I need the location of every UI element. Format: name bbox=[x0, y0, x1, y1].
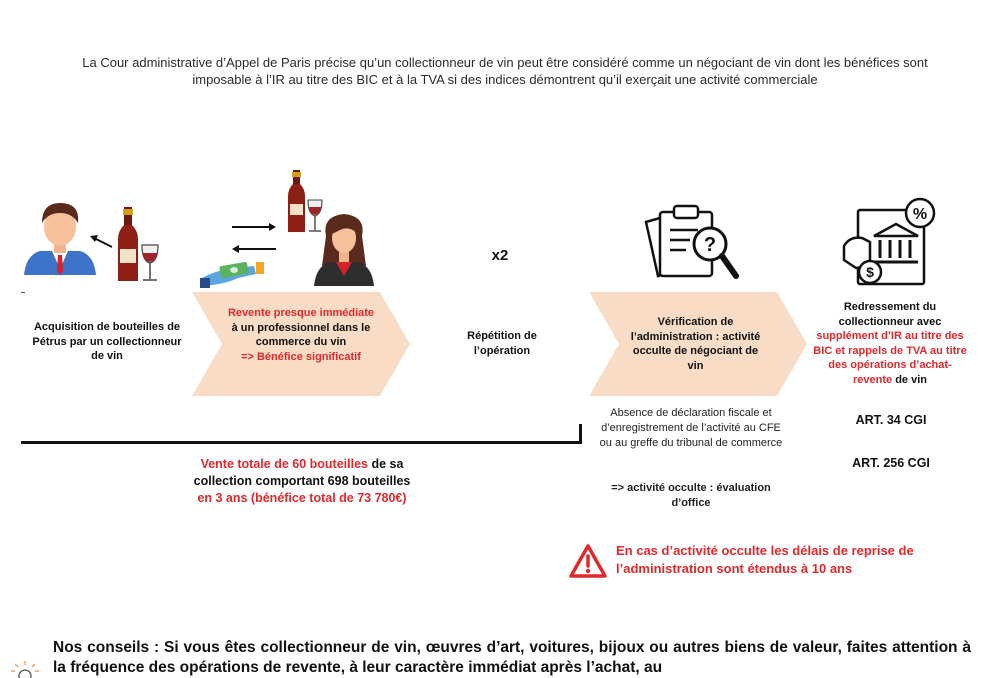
lightbulb-icon bbox=[8, 658, 42, 678]
step1-label: Acquisition de bouteilles de Pétrus par un collectionneur de vin bbox=[32, 321, 182, 362]
tax-building-percent-icon bbox=[840, 196, 940, 290]
step5-line1: Redressement du collectionneur avec bbox=[838, 301, 942, 328]
step2-label bbox=[226, 306, 376, 364]
intro-text: La Cour administrative d’Appel de Paris précise qu’un collectionneur de vin peut être considéré comme un négociant de vin dont les bénéfices sont imposable à l’IR au titre des BIC et à la TVA si des indices démontrent qu’il exerçait une activité commerciale bbox=[82, 55, 928, 87]
step2-red-text: Revente presque immédiate bbox=[227, 307, 375, 319]
article-256: ART. 256 CGI bbox=[852, 456, 930, 470]
woman-avatar-icon bbox=[312, 206, 376, 286]
summary-red-2: en 3 ans (bénéfice total de 73 780€) bbox=[197, 491, 407, 505]
sales-summary bbox=[170, 456, 434, 507]
step3-multiplier: x2 bbox=[491, 247, 509, 264]
money-hand-icon bbox=[196, 258, 268, 290]
svg-text:?: ? bbox=[703, 234, 717, 256]
article-34: ART. 34 CGI bbox=[855, 413, 927, 427]
step5-red-text: supplément d’IR au titre des BIC et rappels de TVA au titre des opérations d’achat-revente bbox=[813, 330, 967, 386]
svg-text:$: $ bbox=[866, 264, 874, 280]
advice-text: Nos conseils : Si vous êtes collectionneur de vin, œuvres d’art, voitures, bijoux ou autres biens de valeur, faites attention à la fréquence des opérations de revente, à leur caractère immédiat après l’achat, au bbox=[53, 639, 971, 676]
bracket-horizontal-line bbox=[21, 441, 582, 444]
step5-label bbox=[812, 300, 968, 387]
step4-label: Vérification de l’administration : activité occulte de négociant de vin bbox=[630, 316, 761, 372]
exchange-arrows-icon bbox=[228, 218, 280, 258]
step3-label: Répétition de l’opération bbox=[467, 330, 537, 357]
step5-dark-text: de vin bbox=[892, 373, 927, 386]
step2-dark-text: à un professionnel dans le commerce du vin bbox=[231, 321, 371, 348]
clipboard-question-icon bbox=[642, 202, 742, 284]
warning-triangle-icon bbox=[568, 543, 608, 579]
verification-note-red: => activité occulte : évaluation d’office bbox=[611, 482, 771, 509]
svg-text:%: % bbox=[912, 206, 928, 223]
warning-text: En cas d’activité occulte les délais de reprise de l’administration sont étendus à 10 ans bbox=[616, 543, 914, 576]
step2-benefit: => Bénéfice significatif bbox=[241, 350, 361, 363]
summary-dark-1: de sa collection comportant 698 bouteilles bbox=[193, 457, 411, 488]
wine-bottle-glass-icon bbox=[112, 205, 164, 285]
small-dash bbox=[21, 292, 25, 293]
verification-note: Absence de déclaration fiscale et d’enregistrement de l’activité au CFE ou au greffe du tribunal de commerce bbox=[599, 407, 783, 449]
summary-red-1: Vente totale de 60 bouteilles bbox=[200, 457, 368, 471]
bracket-vertical-line bbox=[579, 424, 582, 444]
